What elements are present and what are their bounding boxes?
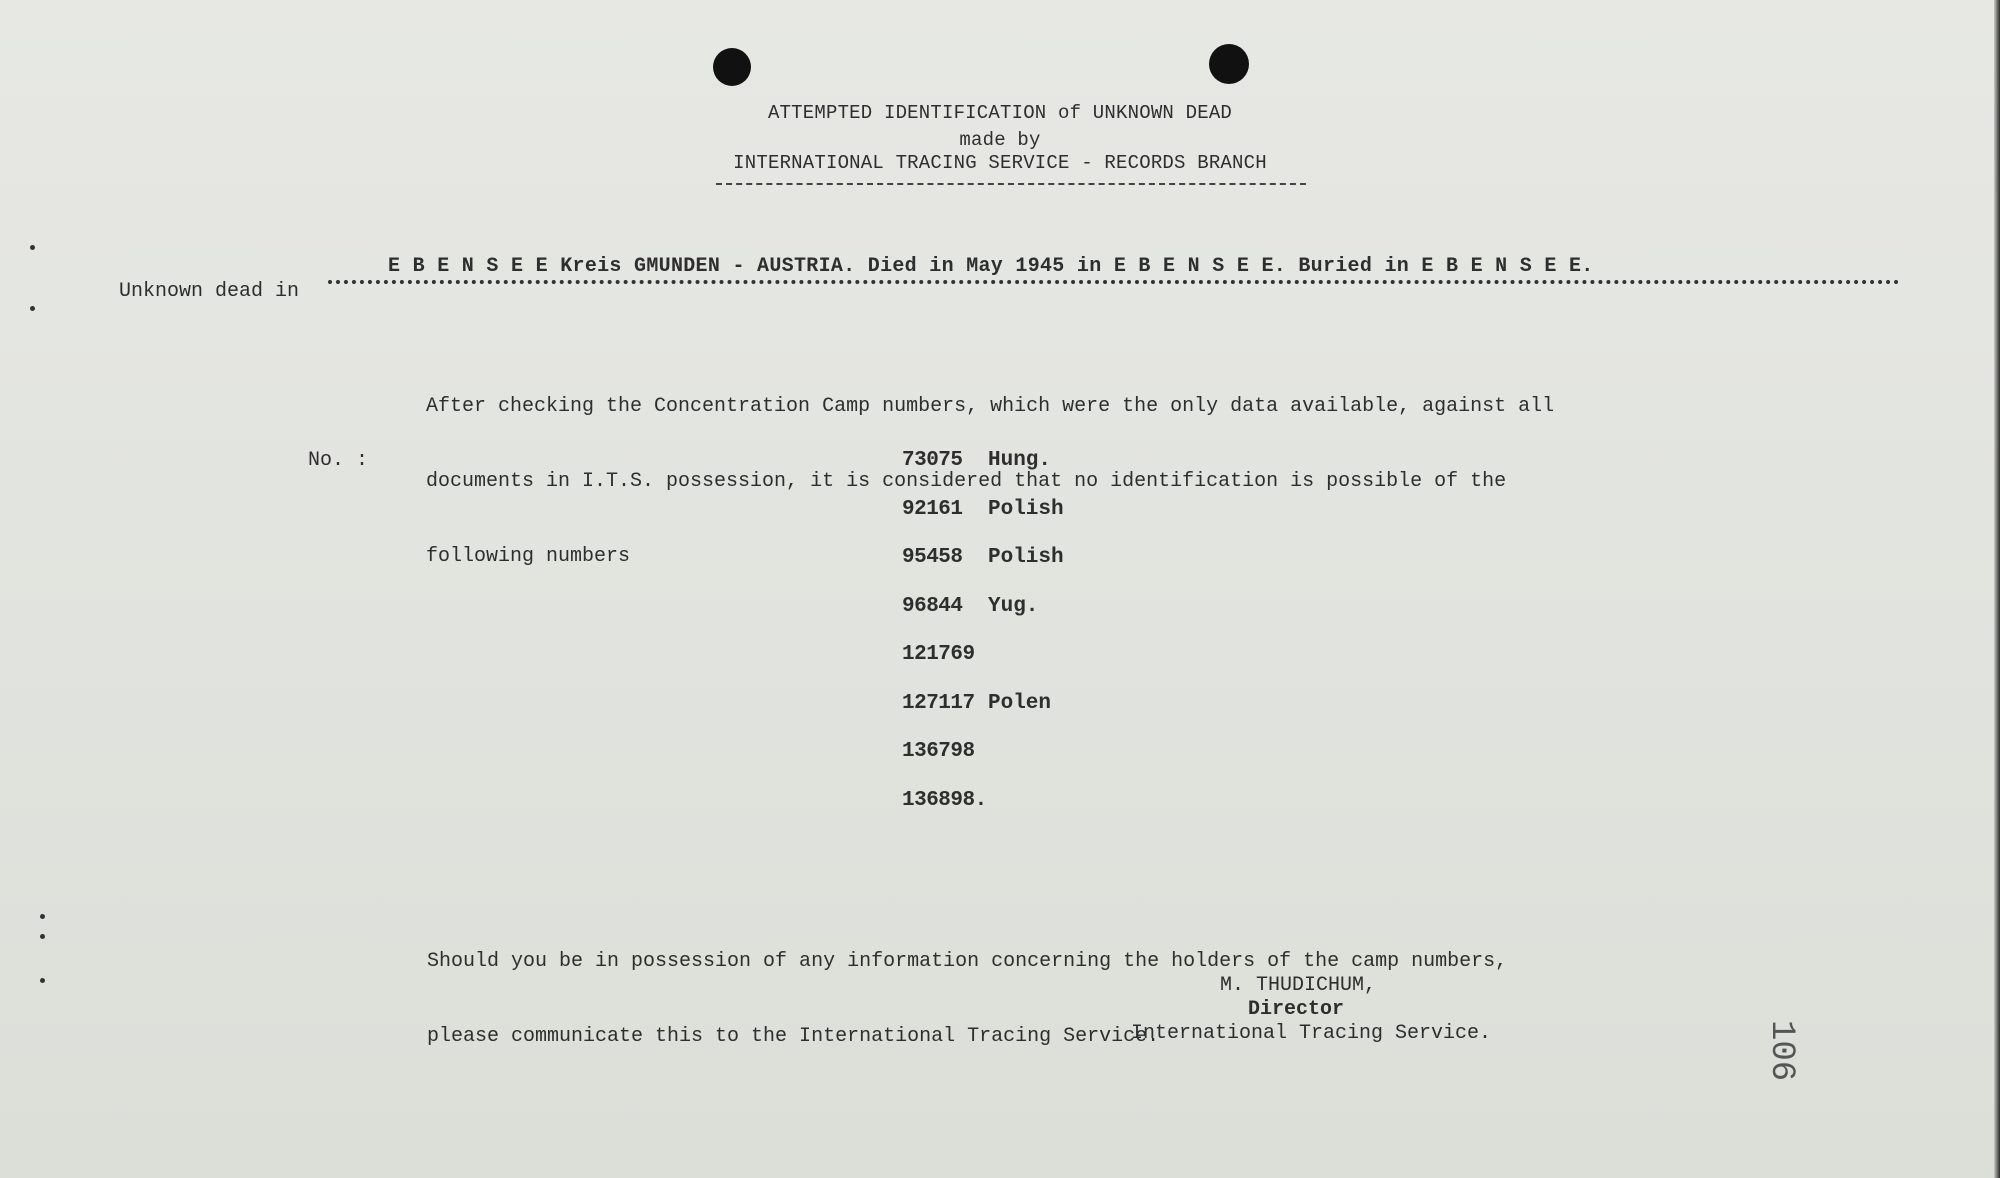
header-made-by: made by	[959, 129, 1041, 151]
nationality: Polen	[988, 691, 1052, 715]
punch-hole-right	[1209, 44, 1249, 84]
list-item	[902, 692, 1064, 741]
intro-line: documents in I.T.S. possession, it is considered that no identification is possible of the	[426, 470, 1507, 493]
list-item	[902, 449, 1064, 498]
list-item	[902, 789, 1064, 838]
closing-paragraph	[427, 899, 1507, 1099]
margin-mark	[40, 914, 45, 919]
intro-line: following numbers	[426, 545, 631, 568]
list-item	[902, 498, 1064, 547]
camp-number: 96844	[902, 594, 963, 618]
camp-number: 95458	[902, 546, 963, 569]
numbers-label: No. :	[308, 449, 369, 472]
header-title: ATTEMPTED IDENTIFICATION of UNKNOWN DEAD	[767, 102, 1233, 124]
nationality: Polish	[988, 497, 1064, 521]
list-item	[902, 546, 1064, 595]
list-item	[902, 740, 1064, 789]
nationality: Polish	[988, 546, 1064, 569]
nationality: Hung.	[988, 449, 1052, 472]
camp-number: 127117	[902, 691, 975, 715]
closing-line: Should you be in possession of any information concerning the holders of the camp numbers,	[427, 950, 1508, 973]
header-divider	[716, 183, 1306, 185]
list-item	[902, 643, 1064, 692]
margin-mark	[40, 934, 45, 939]
punch-hole-left	[713, 48, 751, 86]
camp-number: 92161	[902, 497, 963, 521]
margin-mark	[30, 306, 35, 311]
camp-number: 121769	[902, 643, 975, 666]
camp-number: 136898.	[902, 788, 987, 812]
signature-organization: International Tracing Service.	[1131, 1022, 1492, 1045]
location-label: Unknown dead in	[119, 280, 300, 303]
page-number-stamp: 106	[1762, 1020, 1800, 1082]
camp-number: 73075	[902, 449, 963, 472]
dotted-fill-line	[328, 280, 1900, 284]
intro-line: After checking the Concentration Camp numbers, which were the only data available, against all	[426, 395, 1555, 418]
page-edge-shadow	[1994, 0, 2000, 1178]
camp-number: 136798	[902, 740, 975, 763]
margin-mark	[40, 978, 45, 983]
header-organization: INTERNATIONAL TRACING SERVICE - RECORDS BRANCH	[733, 152, 1267, 174]
list-item	[902, 595, 1064, 644]
nationality: Yug.	[988, 594, 1039, 618]
signature-title: Director	[1248, 998, 1345, 1021]
closing-line: please communicate this to the International Tracing Service.	[427, 1025, 1160, 1048]
margin-mark	[30, 245, 35, 250]
camp-number-list	[902, 449, 1064, 837]
signature-name: M. THUDICHUM,	[1220, 974, 1377, 997]
location-value: E B E N S E E Kreis GMUNDEN - AUSTRIA. Died in May 1945 in E B E N S E E. Buried in E B E N S E E.	[388, 255, 1594, 278]
